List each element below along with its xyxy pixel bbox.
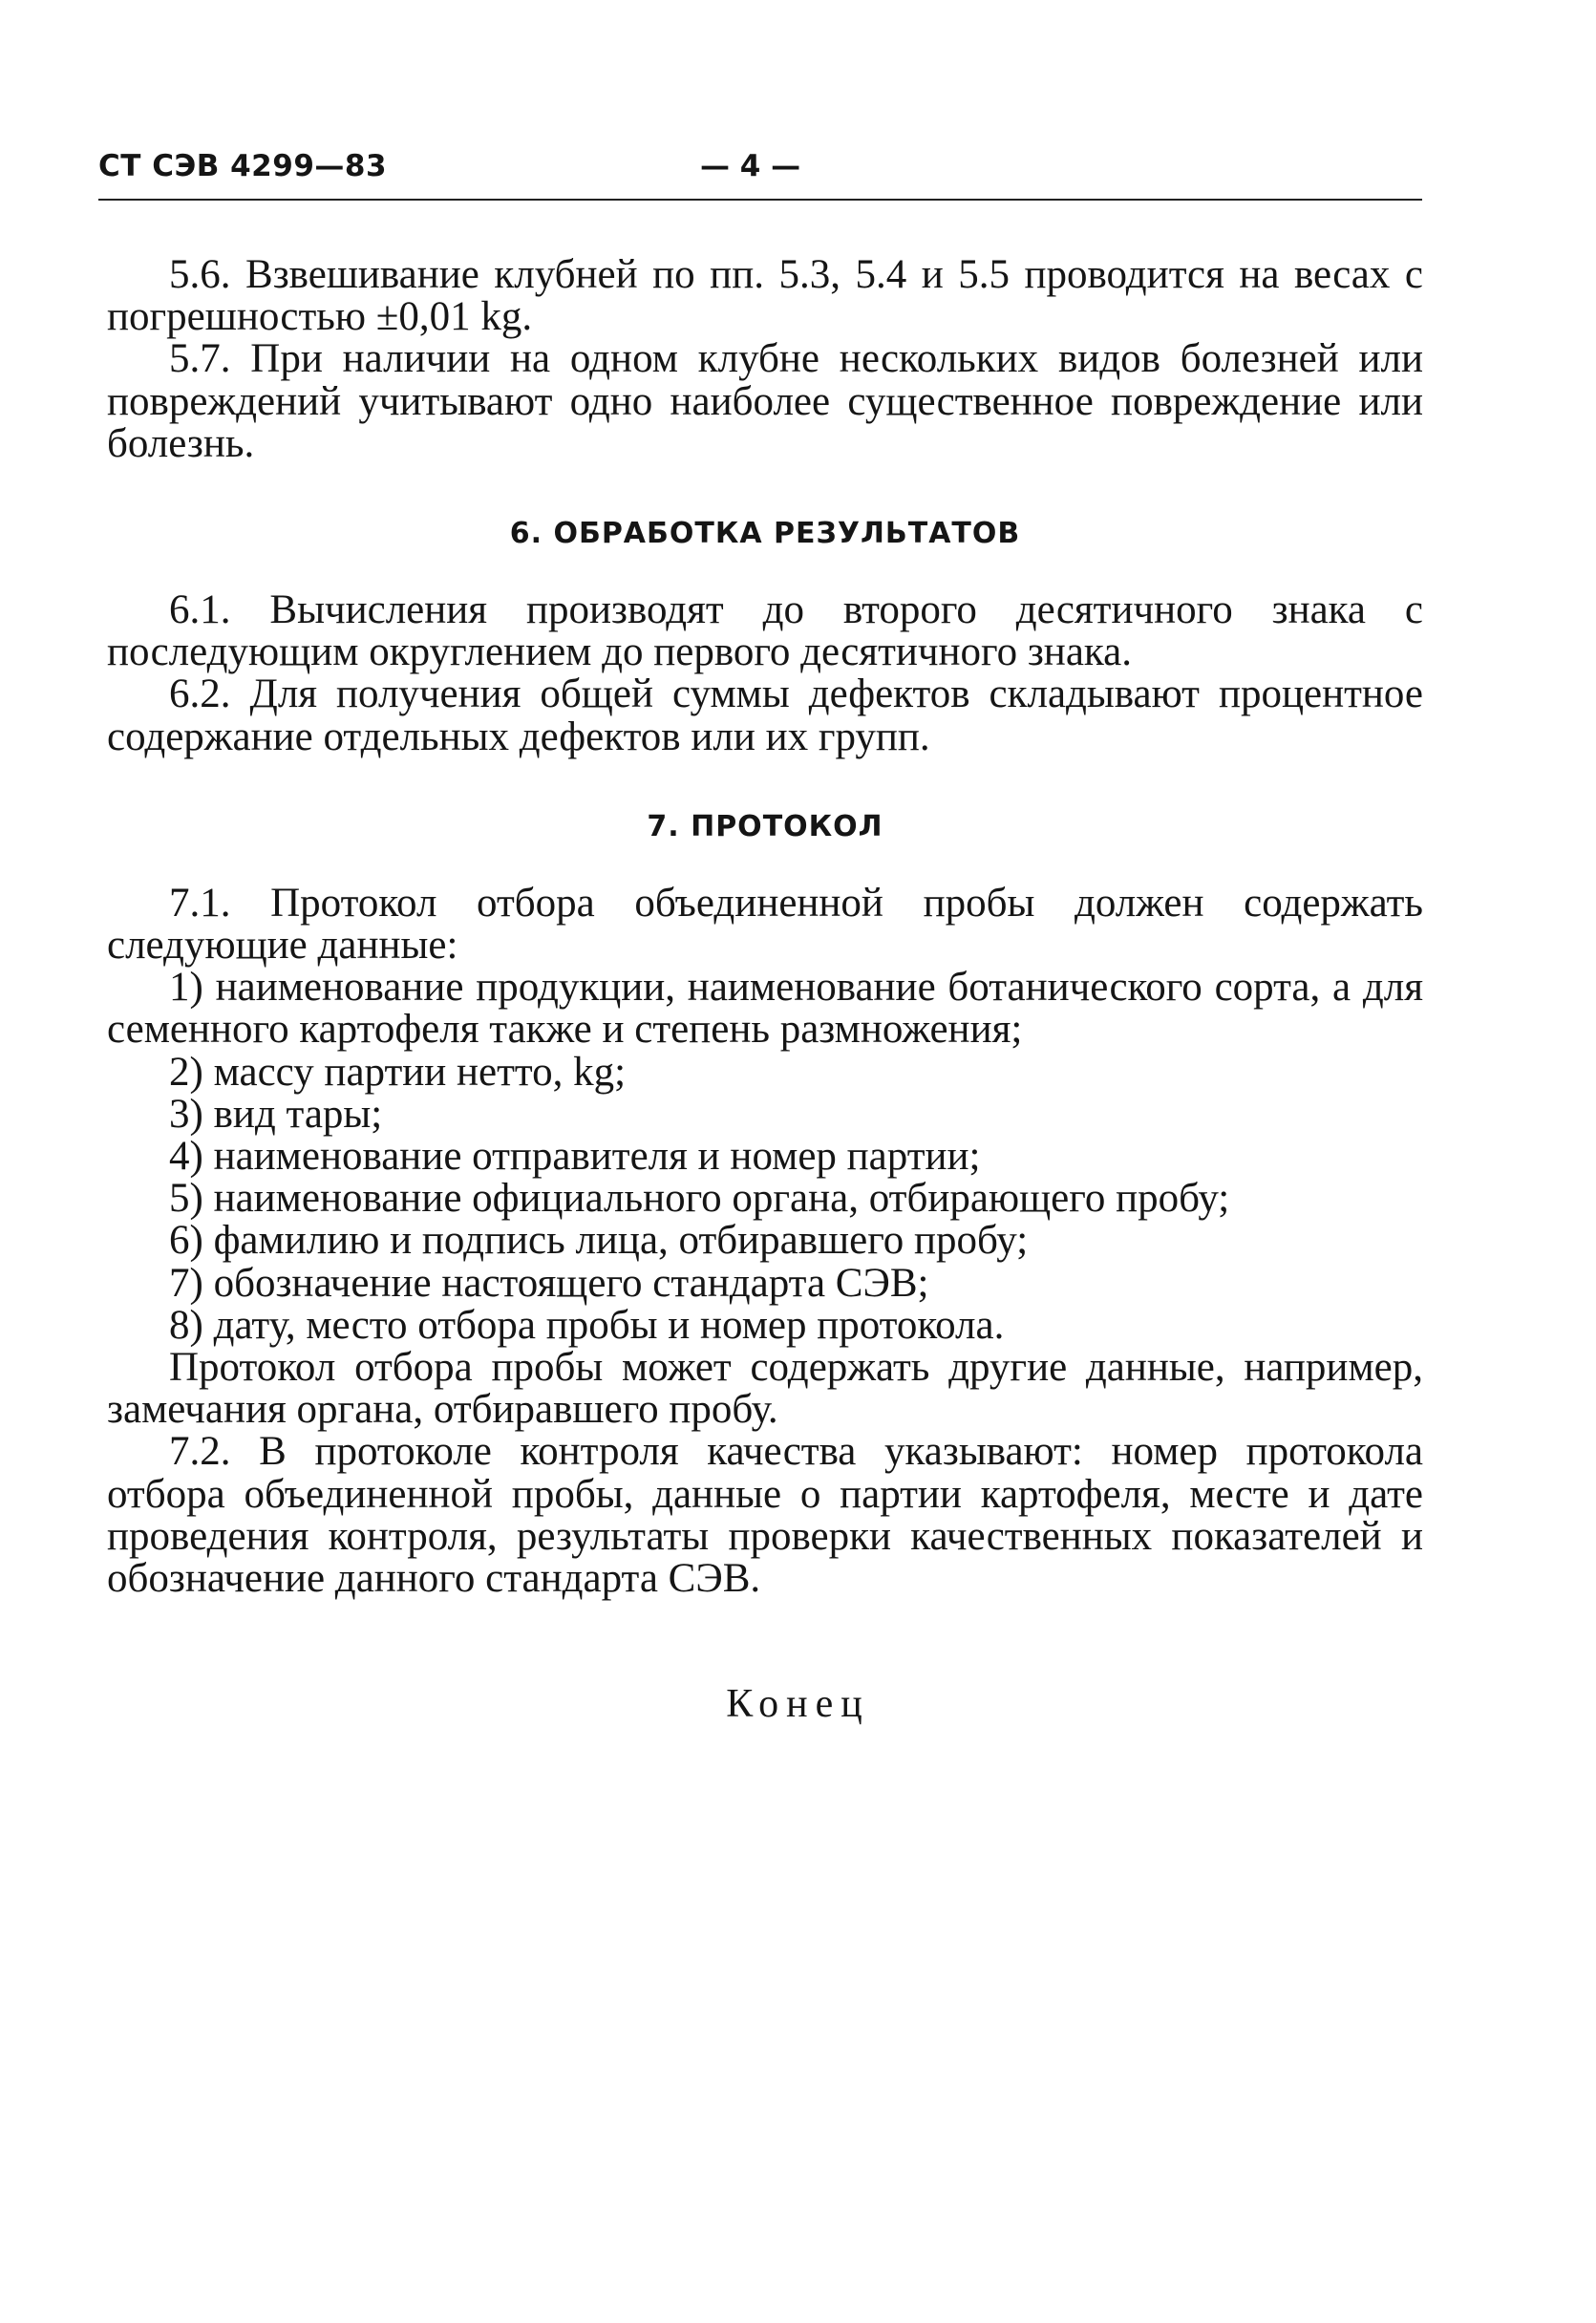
list-item: 3) вид тары;: [169, 1091, 383, 1137]
paragraph-5-6: 5.6. Взвешивание клубней по пп. 5.3, 5.4 и 5.5 проводится на весах с погрешностью ±0,01 kg.: [107, 252, 1423, 340]
list-item: 6) фамилию и подпись лица, отбиравшего пробу;: [169, 1218, 1029, 1264]
spacer: [107, 848, 1423, 883]
paragraph-6-2: 6.2. Для получения общей суммы дефектов складывают процентное содержание отдельных дефектов или их групп.: [107, 671, 1423, 759]
paragraph-7-1-note: Протокол отбора пробы может содержать другие данные, например, замечания органа, отбиравшего пробу.: [107, 1345, 1423, 1433]
page-header: [98, 149, 1422, 197]
paragraph-7-1: 7.1. Протокол отбора объединенной пробы должен содержать следующие данные:: [107, 880, 1423, 969]
list-item: 4) наименование отправителя и номер партии;: [169, 1134, 981, 1180]
paragraph-7-2: 7.2. В протоколе контроля качества указывают: номер протокола отбора объединенной пробы, данные о партии картофеля, месте и дате проведения контроля, результаты проверки качественных показателей и обозначение данного стандарта СЭВ.: [107, 1429, 1423, 1602]
list-item: 2) массу партии нетто, kg;: [169, 1049, 627, 1095]
end-marker: Конец: [726, 1682, 870, 1726]
list-item: 5) наименование официального органа, отбирающего пробу;: [169, 1176, 1230, 1222]
list-item: 8) дату, место отбора пробы и номер протокола.: [169, 1302, 1005, 1348]
spacer: [107, 555, 1423, 589]
spacer: [107, 465, 1423, 513]
document-code: СТ СЭВ 4299—83: [98, 149, 388, 183]
spacer: [107, 758, 1423, 806]
paragraph-5-7: 5.7. При наличии на одном клубне нескольких видов болезней или повреждений учитывают одно наиболее существенное повреждение или болезнь.: [107, 336, 1423, 466]
list-item: 1) наименование продукции, наименование ботанического сорта, а для семенного картофеля также и степень размножения;: [107, 965, 1423, 1053]
paragraph-6-1: 6.1. Вычисления производят до второго десятичного знака с последующим округлением до первого десятичного знака.: [107, 587, 1423, 675]
list-item: 7) обозначение настоящего стандарта СЭВ;: [169, 1260, 929, 1306]
section-7-title: 7. ПРОТОКОЛ: [647, 809, 883, 843]
section-6-title: 6. ОБРАБОТКА РЕЗУЛЬТАТОВ: [509, 517, 1021, 551]
header-divider: [98, 199, 1422, 201]
document-body: [107, 254, 1423, 1600]
page-number: — 4 —: [700, 149, 801, 183]
